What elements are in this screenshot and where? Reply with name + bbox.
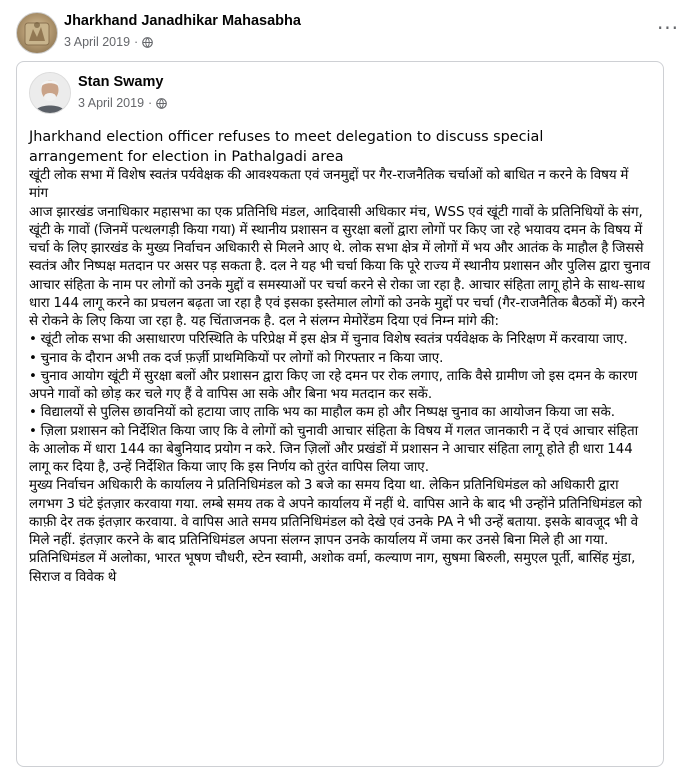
- meta-separator: ·: [134, 35, 139, 49]
- globe-icon: [142, 37, 153, 48]
- globe-icon: [156, 98, 167, 109]
- post-bullet: • ज़िला प्रशासन को निर्देशित किया जाए कि वे लोगों को चुनावी आचार संहिता के विषय में गलत जानकारी न दें एवं आचार संहिता के आलोक में धारा 144 का बेबुनियाद प्रयोग न करे. जिन ज़िलों और प्रखंडों में प्रशासन ने आचार संहिता लागू होते ही धारा 144 लागू कर दिया है, उन्हें निर्देशित किया जाए कि इस निर्णय को तुरंत वापिस लिया जाए.: [29, 423, 639, 475]
- post-body: [29, 167, 651, 587]
- post-bullet: • विद्यालयों से पुलिस छावनियों को हटाया जाए ताकि भय का माहौल कम हो और निष्पक्ष चुनाव का आयोजन किया जा सके.: [29, 405, 615, 421]
- shared-post-card: [16, 61, 664, 767]
- author-name[interactable]: Stan Swamy: [78, 74, 164, 90]
- post-header: [16, 12, 680, 56]
- author-avatar[interactable]: [29, 72, 71, 114]
- post-paragraph: मुख्य निर्वाचन अधिकारी के कार्यालय ने प्रतिनिधिमंडल को 3 बजे का समय दिया था. लेकिन प्रतिनिधिमंडल को अधिकारी द्वारा लगभग 3 घंटे इंतज़ार करवाया गया. लम्बे समय तक वे अपने कार्यालय में नहीं थे. वापिस आने के बाद भी उन्होंने प्रतिनिधिमंडल को काफ़ी देर तक इंतज़ार करवाया. वे वापिस आते समय प्रतिनिधिमंडल को देखे एवं उनके PA ने भी उन्हें बताया. इसके बावजूद भी वे मिले नहीं. इंतज़ार करने के बाद प्रतिनिधिमंडल अपना संलग्न ज्ञापन उनके कार्यालय में जमा कर उनसे बिना मिले ही आ गया.: [29, 478, 642, 548]
- shared-post-meta: [78, 96, 167, 110]
- post-bullet: • चुनाव के दौरान अभी तक दर्ज फ़र्ज़ी प्राथमिकियों पर लोगों को गिरफ्तार न किया जाए.: [29, 350, 444, 366]
- meta-separator: ·: [148, 96, 153, 110]
- post-paragraph: आज झारखंड जनाधिकार महासभा का एक प्रतिनिधि मंडल, आदिवासी अधिकार मंच, WSS एवं खूंटी गावों के प्रतिनिधियों के संग, खूंटी के गावों (जिनमें पत्थलगड़ी किया गया) में स्थानीय प्रशासन व सुरक्षा बलों द्वारा लोगों पर किए जा रहे भयावय दमन के विषय में चर्चा के लिए झारखंड के मुख्य निर्वाचन अधिकारी से मिलने आए थे. लोक सभा क्षेत्र में लोगों में भय और आतंक के माहौल है जिससे स्वतंत्र और निष्पक्ष मतदान पर असर पड़ सकता है. दल ने यह भी चर्चा किया कि पूरे राज्य में स्थानीय प्रशासन और पुलिस द्वारा चुनाव आचार संहिता के नाम पर लोगों को उनके मुद्दों व समस्याओं पर चर्चा करने से रोका जा रहा है. आचार संहिता लागू होने के साथ-साथ धारा 144 लागू करने का प्रचलन बढ़ता जा रहा है एवं इसका इस्तेमाल लोगों को उनके मुद्दों पर चर्चा (गैर-राजनैतिक बैठकों में) करने से रोकने के लिए किया जा रहा है. यह चिंताजनक है. दल ने संलग्न मेमोरेंडम दिया एवं निम्न मांगे की:: [29, 204, 651, 329]
- author-portrait-icon: [30, 73, 70, 113]
- page-name[interactable]: Jharkhand Janadhikar Mahasabha: [64, 13, 301, 29]
- post-bullet: • खूंटी लोक सभा की असाधारण परिस्थिति के परिप्रेक्ष में इस क्षेत्र में चुनाव विशेष स्वतंत्र पर्यवेक्षक के निरिक्षण में करवाया जाए.: [29, 332, 628, 348]
- post-paragraph: खूंटी लोक सभा में विशेष स्वतंत्र पर्यवेक्षक की आवश्यकता एवं जनमुद्दों पर गैर-राजनैतिक चर्चाओं को बाधित न करने के विषय में मांग: [29, 168, 629, 202]
- page-logo-icon: [17, 13, 57, 53]
- post-caption: Jharkhand election officer refuses to meet delegation to discuss special arrangement for election in Pathalgadi area: [29, 129, 544, 165]
- post-bullet: • चुनाव आयोग खूंटी में सुरक्षा बलों और प्रशासन द्वारा किए जा रहे दमन पर रोक लगाए, ताकि वैसे ग्रामीण जो इस दमन के कारण अपने गावों को छोड़ कर चले गए हैं वे वापिस आ सके और बिना भय मतदान कर सकें.: [29, 368, 638, 402]
- more-options-icon[interactable]: ···: [656, 16, 680, 40]
- post-paragraph: प्रतिनिधिमंडल में अलोका, भारत भूषण चौधरी, स्टेन स्वामी, अशोक वर्मा, कल्याण नाग, सुषमा बिरुली, समुएल पूर्ती, बासिंह मुंडा, सिराज व विवेक थे: [29, 551, 636, 585]
- post-date[interactable]: 3 April 2019: [64, 35, 131, 49]
- post-meta: [64, 35, 153, 49]
- page-avatar[interactable]: [16, 12, 58, 54]
- shared-post-date[interactable]: 3 April 2019: [78, 96, 145, 110]
